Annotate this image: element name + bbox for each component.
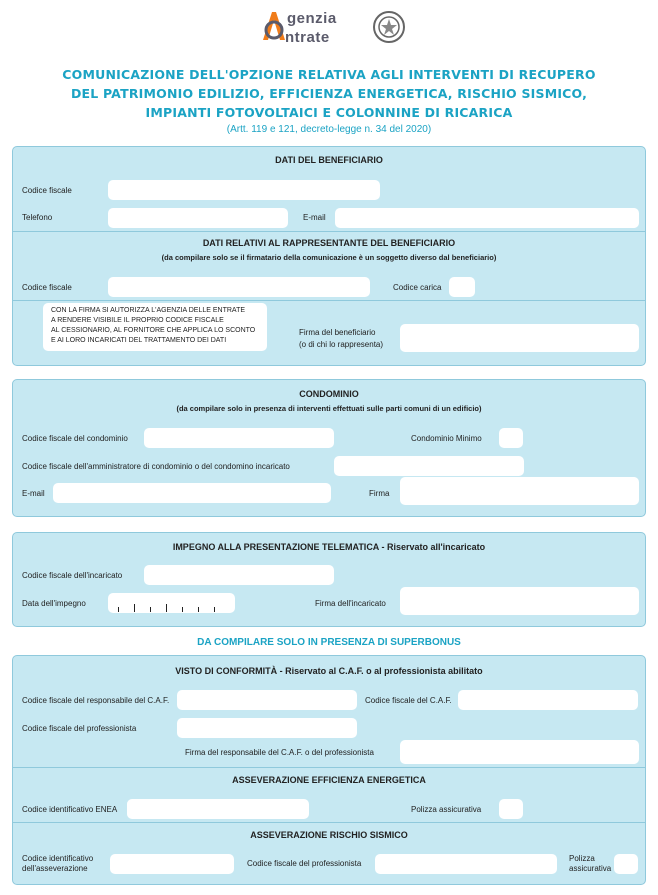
label-cf-responsabile-caf: Codice fiscale del responsabile del C.A.F. bbox=[22, 696, 170, 705]
codice-carica-field[interactable] bbox=[449, 277, 475, 297]
section-title-beneficiario: DATI DEL BENEFICIARIO bbox=[275, 155, 383, 165]
label-codice-asseverazione: Codice identificativo bbox=[22, 854, 94, 863]
polizza-sismico-field[interactable] bbox=[614, 854, 638, 874]
italian-republic-emblem-icon bbox=[372, 10, 406, 44]
telefono-field[interactable] bbox=[108, 208, 288, 228]
section-title-rappresentante: DATI RELATIVI AL RAPPRESENTANTE DEL BENEFICIARIO bbox=[202, 238, 456, 248]
section-title-visto: VISTO DI CONFORMITÀ - Riservato al C.A.F. o al professionista abilitato bbox=[175, 666, 483, 676]
label-firma-condominio: Firma bbox=[369, 489, 390, 498]
label-cf-caf: Codice fiscale del C.A.F. bbox=[365, 696, 452, 705]
notice-line: AL CESSIONARIO, AL FORNITORE CHE APPLICA LO SCONTO bbox=[51, 327, 256, 334]
label-condominio-minimo: Condominio Minimo bbox=[411, 434, 482, 443]
logo-word-agenzia: genzia bbox=[287, 10, 337, 27]
section-title-energetica: ASSEVERAZIONE EFFICIENZA ENERGETICA bbox=[232, 775, 426, 785]
label-cf-amministratore: Codice fiscale dell'amministratore di condominio o del condomino incaricato bbox=[22, 462, 290, 471]
data-impegno-field[interactable] bbox=[108, 593, 235, 613]
section-subtitle-condominio: (da compilare solo in presenza di interventi effettuati sulle parti comuni di un edificio) bbox=[176, 404, 482, 413]
divider bbox=[13, 822, 645, 823]
form-title-line-3: IMPIANTI FOTOVOLTAICI E COLONNINE DI RICARICA bbox=[145, 105, 513, 120]
label-data-impegno: Data dell'impegno bbox=[22, 599, 86, 608]
cf-amministratore-field[interactable] bbox=[334, 456, 524, 476]
firma-beneficiario-field[interactable] bbox=[400, 324, 639, 352]
date-separator-tick bbox=[166, 604, 167, 612]
divider bbox=[13, 300, 645, 301]
label-codice-fiscale-beneficiario: Codice fiscale bbox=[22, 186, 72, 195]
label-email-condominio: E-mail bbox=[22, 489, 45, 498]
authorization-notice bbox=[43, 303, 267, 351]
email-condominio-field[interactable] bbox=[53, 483, 331, 503]
cf-professionista-sismico-field[interactable] bbox=[375, 854, 557, 874]
cf-professionista-visto-field[interactable] bbox=[177, 718, 357, 738]
codice-enea-field[interactable] bbox=[127, 799, 309, 819]
label-cf-incaricato: Codice fiscale dell'incaricato bbox=[22, 571, 123, 580]
superbonus-heading: DA COMPILARE SOLO IN PRESENZA DI SUPERBONUS bbox=[197, 637, 461, 648]
form-title-line-1: COMUNICAZIONE DELL'OPZIONE RELATIVA AGLI INTERVENTI DI RECUPERO bbox=[62, 67, 596, 82]
firma-incaricato-field[interactable] bbox=[400, 587, 639, 615]
label-codice-carica: Codice carica bbox=[393, 283, 442, 292]
notice-line: E AI LORO INCARICATI DEL TRATTAMENTO DEI DATI bbox=[51, 337, 227, 344]
logo-word-entrate: ntrate bbox=[285, 29, 330, 46]
label-firma-responsabile: Firma del responsabile del C.A.F. o del professionista bbox=[185, 748, 374, 757]
form-title-line-2: DEL PATRIMONIO EDILIZIO, EFFICIENZA ENERGETICA, RISCHIO SISMICO, bbox=[70, 86, 588, 101]
date-separator-tick bbox=[118, 607, 119, 612]
section-title-condominio: CONDOMINIO bbox=[299, 389, 359, 399]
notice-line: CON LA FIRMA SI AUTORIZZA L'AGENZIA DELLE ENTRATE bbox=[51, 307, 246, 314]
label-polizza-sismico-2: assicurativa bbox=[569, 864, 612, 873]
date-separator-tick bbox=[182, 607, 183, 612]
label-firma-beneficiario-note: (o di chi lo rappresenta) bbox=[299, 340, 384, 349]
condominio-minimo-field[interactable] bbox=[499, 428, 523, 448]
label-codice-asseverazione-2: dell'asseverazione bbox=[22, 864, 88, 873]
section-title-sismico: ASSEVERAZIONE RISCHIO SISMICO bbox=[250, 830, 408, 840]
panel-condominio bbox=[12, 379, 646, 517]
date-separator-tick bbox=[214, 607, 215, 612]
panel-superbonus bbox=[12, 655, 646, 885]
date-separator-tick bbox=[198, 607, 199, 612]
form-subtitle: (Artt. 119 e 121, decreto-legge n. 34 del 2020) bbox=[226, 124, 432, 135]
label-polizza-sismico: Polizza bbox=[569, 854, 595, 863]
label-cf-condominio: Codice fiscale del condominio bbox=[22, 434, 128, 443]
divider bbox=[13, 231, 645, 232]
firma-condominio-field[interactable] bbox=[400, 477, 639, 505]
codice-fiscale-rappresentante-field[interactable] bbox=[108, 277, 370, 297]
label-cf-professionista-sismico: Codice fiscale del professionista bbox=[247, 859, 362, 868]
section-subtitle-rappresentante: (da compilare solo se il firmatario della comunicazione è un soggetto diverso dal beneficiario) bbox=[161, 253, 497, 262]
polizza-energetica-field[interactable] bbox=[499, 799, 523, 819]
date-separator-tick bbox=[134, 604, 135, 612]
label-firma-beneficiario: Firma del beneficiario bbox=[299, 328, 376, 337]
date-separator-tick bbox=[150, 607, 151, 612]
cf-responsabile-caf-field[interactable] bbox=[177, 690, 357, 710]
cf-incaricato-field[interactable] bbox=[144, 565, 334, 585]
panel-impegno bbox=[12, 532, 646, 627]
label-codice-fiscale-rappresentante: Codice fiscale bbox=[22, 283, 72, 292]
cf-caf-field[interactable] bbox=[458, 690, 638, 710]
codice-fiscale-beneficiario-field[interactable] bbox=[108, 180, 380, 200]
label-cf-professionista-visto: Codice fiscale del professionista bbox=[22, 724, 137, 733]
label-email-beneficiario: E-mail bbox=[303, 213, 326, 222]
email-beneficiario-field[interactable] bbox=[335, 208, 639, 228]
label-polizza-energetica: Polizza assicurativa bbox=[411, 805, 482, 814]
label-firma-incaricato: Firma dell'incaricato bbox=[315, 599, 386, 608]
codice-asseverazione-field[interactable] bbox=[110, 854, 234, 874]
label-codice-enea: Codice identificativo ENEA bbox=[22, 805, 118, 814]
cf-condominio-field[interactable] bbox=[144, 428, 334, 448]
notice-line: A RENDERE VISIBILE IL PROPRIO CODICE FISCALE bbox=[51, 317, 224, 324]
panel-beneficiario bbox=[12, 146, 646, 366]
firma-responsabile-field[interactable] bbox=[400, 740, 639, 764]
divider bbox=[13, 767, 645, 768]
label-telefono: Telefono bbox=[22, 213, 53, 222]
section-title-impegno: IMPEGNO ALLA PRESENTAZIONE TELEMATICA - Riservato all'incaricato bbox=[172, 542, 486, 552]
agenzia-logo-icon bbox=[261, 8, 285, 42]
